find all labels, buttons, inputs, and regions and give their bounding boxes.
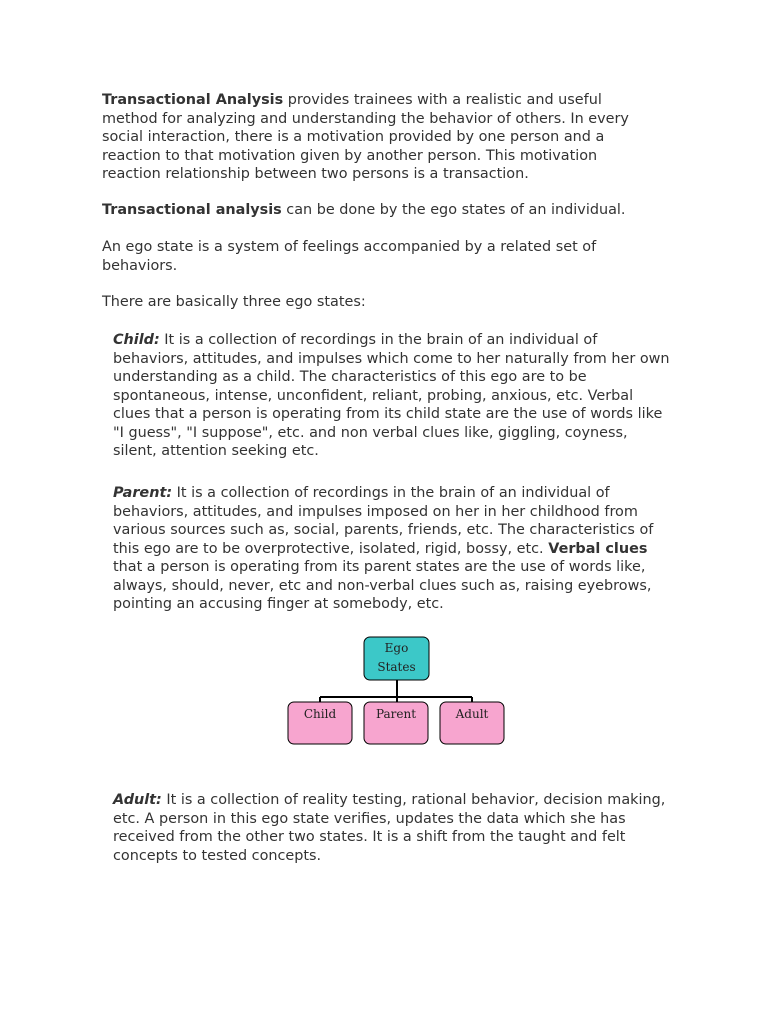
ego-line-text: can be done by the ego states of an individual.: [281, 202, 626, 218]
intro-term: Transactional Analysis: [102, 92, 284, 108]
three-states-paragraph: There are basically three ego states:: [102, 294, 366, 310]
adult-text: It is a collection of reality testing, rational behavior, decision making, etc. A person in this ego state verifies, updates the data which she has received from the other two states. It is a shift from the taught and felt concepts to tested concepts.: [113, 792, 666, 864]
child-label: Child:: [113, 332, 160, 348]
intro-text: provides trainees with a realistic and useful method for analyzing and understanding the behavior of others. In every social interaction, there is a motivation provided by one person and a reaction to that motivation given by another person. This motivation reaction relationship between two persons is a transaction.: [102, 92, 629, 182]
adult-paragraph: [113, 791, 673, 865]
adult-box-label: Adult: [455, 707, 489, 721]
ego-line-term: Transactional analysis: [102, 202, 282, 218]
parent-text-1: It is a collection of recordings in the brain of an individual of behaviors, attitudes, and impulses imposed on her in her childhood from various sources such as, social, parents, friends, etc. The characteristics of this ego are to be overprotective, isolated, rigid, bossy, etc.: [113, 485, 654, 557]
parent-label: Parent:: [113, 485, 173, 501]
parent-bold-term: Verbal clues: [548, 540, 648, 557]
child-box-label: Child: [303, 707, 337, 721]
adult-label: Adult:: [113, 792, 162, 808]
parent-text-2: that a person is operating from its parent states are the use of words like, always, should, never, etc and non-verbal clues such as, raising eyebrows, pointing an accusing finger at somebody, etc.: [113, 559, 652, 612]
ego-states-label-line1: Ego: [384, 641, 409, 655]
child-text: It is a collection of recordings in the brain of an individual of behaviors, attitudes, and impulses which come to her naturally from her own understanding as a child. The characteristics of this ego are to be spontaneous, intense, unconfident, reliant, probing, anxious, etc. Verbal clues that a person is operating from its child state are the use of words like "I guess", "I suppose", etc. and non verbal clues like, giggling, coyness, silent, attention seeking etc.: [113, 332, 670, 459]
ego-states-label-line2: States: [377, 660, 416, 674]
parent-box-label: Parent: [375, 707, 417, 721]
definition-paragraph: An ego state is a system of feelings accompanied by a related set of behaviors.: [102, 239, 597, 274]
